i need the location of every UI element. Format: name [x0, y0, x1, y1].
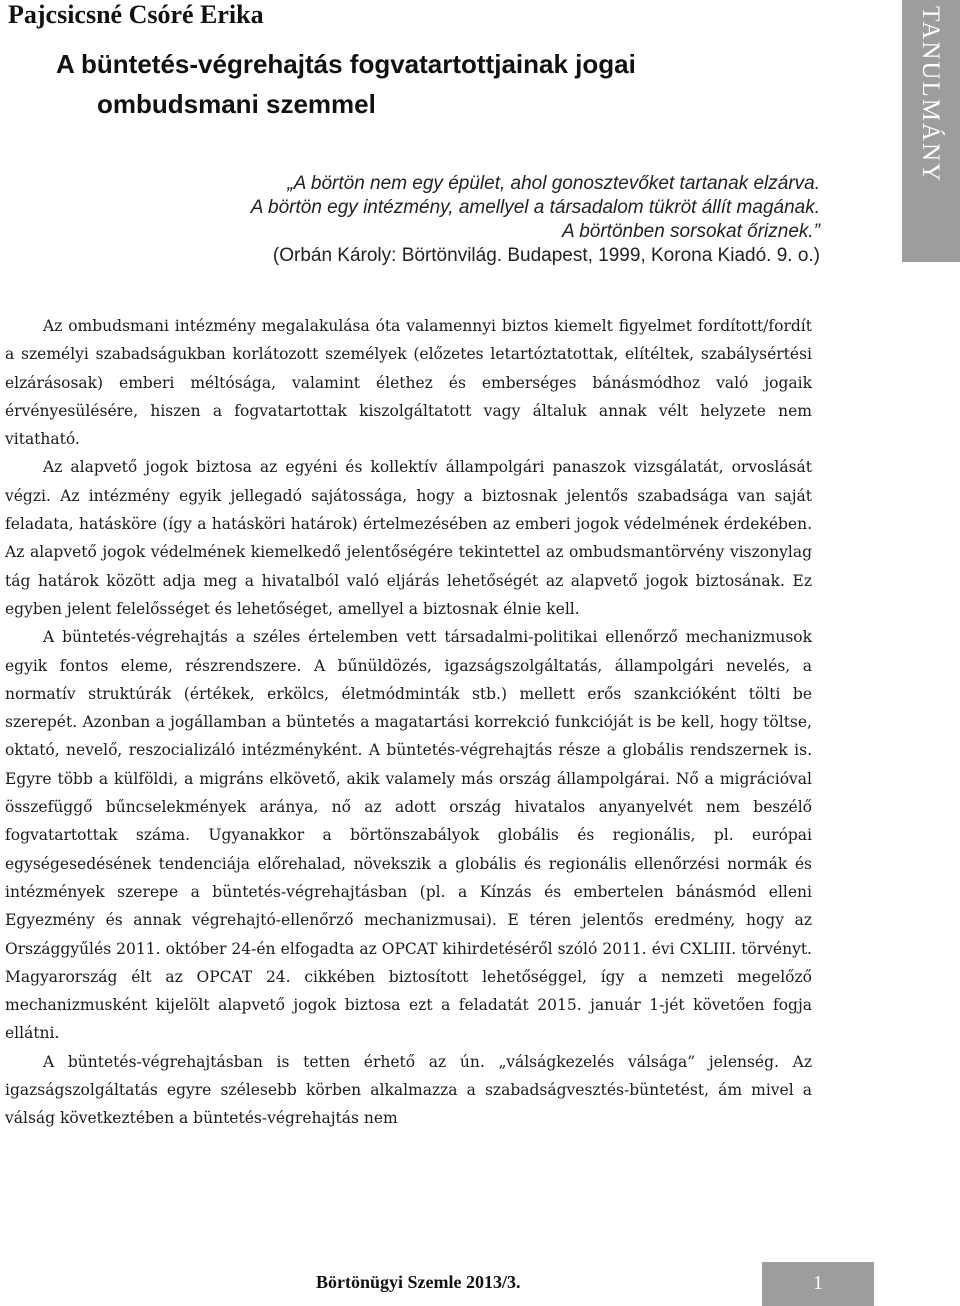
article-title — [56, 44, 856, 124]
section-label: TANULMÁNY — [917, 6, 944, 184]
paragraph: A büntetés-végrehajtás a széles értelemben vett társadalmi-politikai ellenőrző mechanizmusok egyik fontos eleme, részrendszere. A bűnüldözés, igazságszolgáltatás, állampolgári nevelés, a normatív struktúrák (értékek, erkölcs, életmódminták stb.) mellett erős szankcióként tölti be szerepét. Azonban a jogállamban a büntetés a magatartási korrekció funkcióját is be kell, hogy töltse, oktató, nevelő, reszocializáló intézményként. A büntetés-végrehajtás része a globális rendszernek is. Egyre több a külföldi, a migráns elkövető, akik valamely más ország állampolgárai. Nő a migrációval összefüggő bűncselekmények aránya, nő az adott ország hivatalos anyanyelvét nem beszélő fogvatartottak száma. Ugyanakkor a börtönszabályok globális és regionális, pl. európai egységesedésének tendenciája előrehalad, növekszik a globális és regionális ellenőrzési normák és intézmények szerepe a büntetés-végrehajtásban (pl. a Kínzás és embertelen bánásmód elleni Egyezmény és annak végrehajtó-ellenőrző mechanizmusai). E téren jelentős eredmény, hogy az Országgyűlés 2011. október 24-én elfogadta az OPCAT kihirdetéséről szóló 2011. évi CXLIII. törvényt. Magyarország élt az OPCAT 24. cikkében biztosított lehetőséggel, így a nemzeti megelőző mechanizmusként kijelölt alapvető jogok biztosa ezt a feladatát 2015. január 1-jét követően fogja ellátni. — [5, 628, 812, 1043]
article-body — [5, 312, 812, 1133]
title-line-2: ombudsmani szemmel — [97, 89, 376, 119]
epigraph-line-3: A börtönben sorsokat őriznek.” — [561, 221, 820, 242]
section-sidebar — [902, 0, 960, 262]
epigraph-line-1: „A börtön nem egy épület, ahol gonosztevőket tartanak elzárva. — [287, 173, 820, 194]
paragraph: Az ombudsmani intézmény megalakulása óta valamennyi biztos kiemelt figyelmet fordított/fordít a személyi szabadságukban korlátozott személyek (előzetes letartóztatottak, elítéltek, szabálysértési elzárásosak) emberi méltósága, valamint élethez és emberséges bánásmódhoz való jogaik érvényesülésére, hiszen a fogvatartottak kiszolgáltatott vagy általuk annak vélt helyzete nem vitatható. — [5, 317, 812, 449]
epigraph — [251, 172, 820, 268]
epigraph-line-2: A börtön egy intézmény, amellyel a társadalom tükröt állít magának. — [250, 197, 820, 218]
page-number: 1 — [813, 1272, 823, 1294]
page-number-box — [762, 1262, 874, 1306]
title-line-1: A büntetés-végrehajtás fogvatartottjainak jogai — [56, 49, 636, 79]
paragraph: A büntetés-végrehajtásban is tetten érhető az ún. „válságkezelés válsága” jelenség. Az igazságszolgáltatás egyre szélesebb körben alkalmazza a szabadságvesztés-büntetést, ám mivel a válság következtében a büntetés-végrehajtás nem — [5, 1052, 812, 1128]
paragraph: Az alapvető jogok biztosa az egyéni és kollektív állampolgári panaszok vizsgálatát, orvoslását végzi. Az intézmény egyik jellegadó sajátossága, hogy a biztosnak jelentős szabadsága van saját feladata, hatásköre (így a hatásköri határok) értelmezésében az emberi jogok védelmének érdekében. Az alapvető jogok védelmének kiemelkedő jelentőségére tekintettel az ombudsmantörvény viszonylag tág határok között adja meg a hivatalból való eljárás lehetőségét az alapvető jogok biztosának. Ez egyben jelent felelősséget és lehetőséget, amellyel a biztosnak élnie kell. — [5, 458, 812, 618]
author-name: Pajcsicsné Csóré Erika — [8, 0, 264, 29]
epigraph-source: (Orbán Károly: Börtönvilág. Budapest, 1999, Korona Kiadó. 9. o.) — [272, 245, 820, 266]
journal-name: Börtönügyi Szemle 2013/3. — [316, 1272, 521, 1292]
